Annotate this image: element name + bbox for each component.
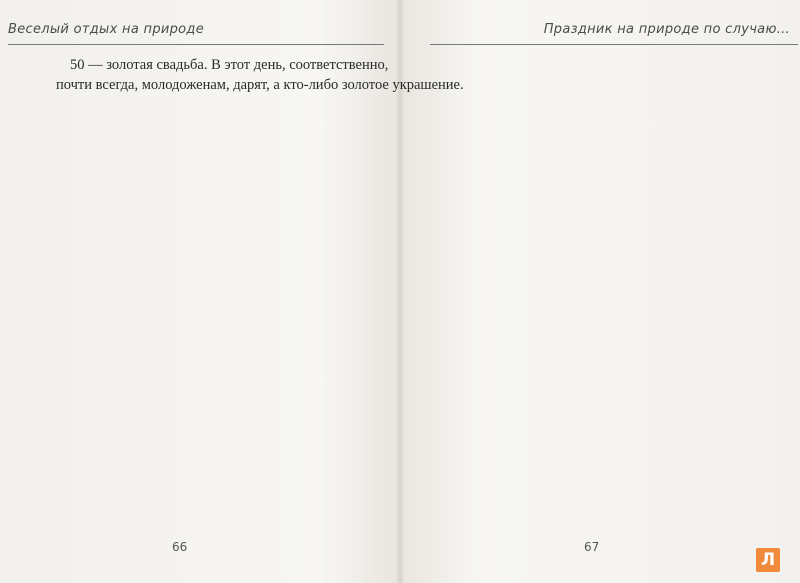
page-number-left: 66	[172, 540, 188, 554]
running-header-right: Праздник на природе по случаю...	[543, 22, 790, 37]
right-page	[400, 0, 800, 583]
header-rule-left	[8, 44, 384, 45]
page-number-right: 67	[584, 540, 600, 554]
left-page-text	[56, 56, 464, 95]
header-rule-right	[430, 44, 798, 45]
litres-logo-icon: Л	[756, 548, 780, 572]
running-header-left: Веселый отдых на природе	[8, 22, 205, 37]
text-line: почти всегда, молодоженам, дарят, а кто-либо золотое украшение.	[56, 76, 464, 93]
text-line: 50 — золотая свадьба. В этот день, соответственно,	[70, 57, 389, 73]
